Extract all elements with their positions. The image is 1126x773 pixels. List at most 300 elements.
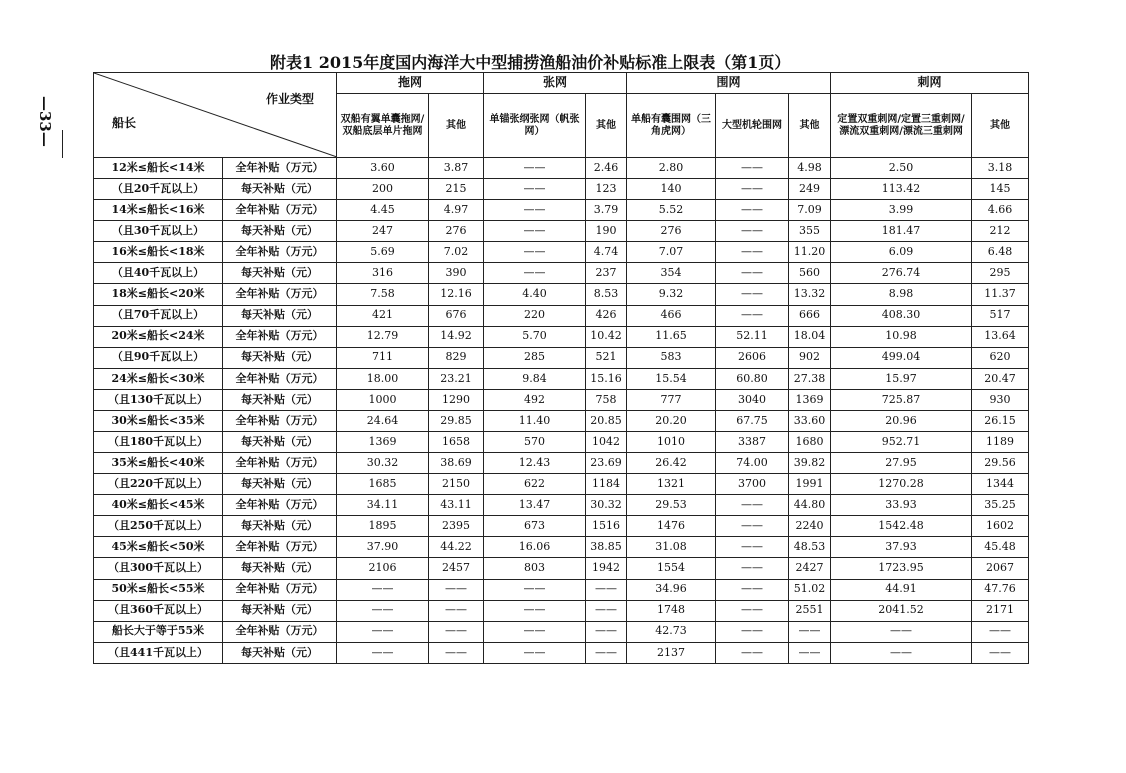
- annual-subsidy-cell: 24.64: [337, 410, 429, 431]
- daily-subsidy-cell: 181.47: [831, 221, 972, 242]
- table-row: [94, 410, 1029, 431]
- annual-subsidy-cell: 44.80: [789, 495, 831, 516]
- daily-subsidy-cell: 2106: [337, 558, 429, 579]
- daily-subsidy-cell: 355: [789, 221, 831, 242]
- subcol-header: 其他: [429, 94, 484, 158]
- annual-subsidy-label: 全年补贴（万元）: [223, 410, 337, 431]
- daily-subsidy-label: 每天补贴（元）: [223, 389, 337, 410]
- daily-subsidy-cell: ——: [337, 642, 429, 663]
- boat-length-range: 24米≤船长<30米: [94, 368, 223, 389]
- table-row: [94, 558, 1029, 579]
- annual-subsidy-cell: 44.91: [831, 579, 972, 600]
- annual-subsidy-cell: 2.80: [627, 158, 716, 179]
- annual-subsidy-cell: 15.16: [586, 368, 627, 389]
- daily-subsidy-cell: ——: [484, 263, 586, 284]
- annual-subsidy-cell: 52.11: [716, 326, 789, 347]
- daily-subsidy-label: 每天补贴（元）: [223, 347, 337, 368]
- subcol-header: 大型机轮围网: [716, 94, 789, 158]
- daily-subsidy-cell: 1723.95: [831, 558, 972, 579]
- daily-subsidy-cell: 1542.48: [831, 516, 972, 537]
- annual-subsidy-cell: 14.92: [429, 326, 484, 347]
- annual-subsidy-cell: ——: [484, 242, 586, 263]
- annual-subsidy-cell: 35.25: [972, 495, 1029, 516]
- annual-subsidy-cell: 15.97: [831, 368, 972, 389]
- daily-subsidy-cell: 295: [972, 263, 1029, 284]
- annual-subsidy-cell: 4.97: [429, 200, 484, 221]
- annual-subsidy-cell: 20.85: [586, 410, 627, 431]
- table-row: [94, 326, 1029, 347]
- daily-subsidy-label: 每天补贴（元）: [223, 305, 337, 326]
- boat-length-range: 12米≤船长<14米: [94, 158, 223, 179]
- annual-subsidy-cell: 26.42: [627, 453, 716, 474]
- daily-subsidy-cell: 1270.28: [831, 474, 972, 495]
- engine-power-range: （且20千瓦以上）: [94, 179, 223, 200]
- group-gillnet: 刺网: [831, 73, 1029, 94]
- page-title: 附表1 2015年度国内海洋大中型捕捞渔船油价补贴标准上限表（第1页）: [270, 53, 791, 72]
- annual-subsidy-cell: 34.96: [627, 579, 716, 600]
- daily-subsidy-cell: 2041.52: [831, 600, 972, 621]
- annual-subsidy-cell: ——: [484, 200, 586, 221]
- daily-subsidy-cell: ——: [831, 642, 972, 663]
- annual-subsidy-cell: 34.11: [337, 495, 429, 516]
- annual-subsidy-label: 全年补贴（万元）: [223, 368, 337, 389]
- table-row: [94, 621, 1029, 642]
- annual-subsidy-cell: 3.79: [586, 200, 627, 221]
- annual-subsidy-cell: 3.87: [429, 158, 484, 179]
- daily-subsidy-cell: 1010: [627, 432, 716, 453]
- daily-subsidy-cell: ——: [429, 600, 484, 621]
- daily-subsidy-cell: 952.71: [831, 432, 972, 453]
- annual-subsidy-cell: 3.99: [831, 200, 972, 221]
- annual-subsidy-cell: ——: [586, 579, 627, 600]
- annual-subsidy-label: 全年补贴（万元）: [223, 326, 337, 347]
- daily-subsidy-cell: 492: [484, 389, 586, 410]
- daily-subsidy-cell: 570: [484, 432, 586, 453]
- annual-subsidy-cell: 48.53: [789, 537, 831, 558]
- daily-subsidy-cell: ——: [972, 642, 1029, 663]
- annual-subsidy-cell: 4.98: [789, 158, 831, 179]
- daily-subsidy-cell: 521: [586, 347, 627, 368]
- daily-subsidy-cell: ——: [484, 179, 586, 200]
- annual-subsidy-cell: 3.60: [337, 158, 429, 179]
- daily-subsidy-cell: ——: [586, 600, 627, 621]
- annual-subsidy-cell: 12.43: [484, 453, 586, 474]
- daily-subsidy-label: 每天补贴（元）: [223, 221, 337, 242]
- daily-subsidy-cell: 145: [972, 179, 1029, 200]
- group-stow-net: 张网: [484, 73, 627, 94]
- daily-subsidy-cell: 215: [429, 179, 484, 200]
- annual-subsidy-cell: 7.58: [337, 284, 429, 305]
- annual-subsidy-cell: 18.00: [337, 368, 429, 389]
- annual-subsidy-cell: ——: [716, 158, 789, 179]
- daily-subsidy-label: 每天补贴（元）: [223, 432, 337, 453]
- boat-length-range: 35米≤船长<40米: [94, 453, 223, 474]
- daily-subsidy-cell: 676: [429, 305, 484, 326]
- annual-subsidy-cell: 27.95: [831, 453, 972, 474]
- annual-subsidy-cell: 29.85: [429, 410, 484, 431]
- table-row: [94, 516, 1029, 537]
- annual-subsidy-cell: 47.76: [972, 579, 1029, 600]
- table-row: [94, 158, 1029, 179]
- daily-subsidy-cell: 725.87: [831, 389, 972, 410]
- daily-subsidy-cell: ——: [716, 642, 789, 663]
- annual-subsidy-cell: ——: [716, 621, 789, 642]
- daily-subsidy-cell: 316: [337, 263, 429, 284]
- annual-subsidy-label: 全年补贴（万元）: [223, 242, 337, 263]
- daily-subsidy-cell: 1000: [337, 389, 429, 410]
- boat-length-range: 18米≤船长<20米: [94, 284, 223, 305]
- engine-power-range: （且90千瓦以上）: [94, 347, 223, 368]
- daily-subsidy-cell: ——: [484, 600, 586, 621]
- boat-length-range: 14米≤船长<16米: [94, 200, 223, 221]
- table-row: [94, 305, 1029, 326]
- annual-subsidy-cell: ——: [716, 537, 789, 558]
- annual-subsidy-cell: 7.09: [789, 200, 831, 221]
- daily-subsidy-cell: 140: [627, 179, 716, 200]
- daily-subsidy-cell: 426: [586, 305, 627, 326]
- subcol-header: 其他: [972, 94, 1029, 158]
- annual-subsidy-cell: 33.93: [831, 495, 972, 516]
- boat-length-range: 50米≤船长<55米: [94, 579, 223, 600]
- annual-subsidy-cell: ——: [429, 621, 484, 642]
- subcol-header: 定置双重刺网/定置三重刺网/漂流双重刺网/漂流三重刺网: [831, 94, 972, 158]
- daily-subsidy-cell: 1476: [627, 516, 716, 537]
- daily-subsidy-cell: 666: [789, 305, 831, 326]
- daily-subsidy-cell: 902: [789, 347, 831, 368]
- table-row: [94, 579, 1029, 600]
- table-row: [94, 263, 1029, 284]
- daily-subsidy-cell: 1189: [972, 432, 1029, 453]
- annual-subsidy-cell: 7.02: [429, 242, 484, 263]
- daily-subsidy-cell: 1942: [586, 558, 627, 579]
- annual-subsidy-cell: 51.02: [789, 579, 831, 600]
- table-row: [94, 242, 1029, 263]
- daily-subsidy-cell: 622: [484, 474, 586, 495]
- daily-subsidy-cell: 711: [337, 347, 429, 368]
- annual-subsidy-label: 全年补贴（万元）: [223, 495, 337, 516]
- annual-subsidy-cell: 60.80: [716, 368, 789, 389]
- daily-subsidy-cell: 2240: [789, 516, 831, 537]
- boat-length-range: 20米≤船长<24米: [94, 326, 223, 347]
- daily-subsidy-cell: 803: [484, 558, 586, 579]
- annual-subsidy-cell: 29.53: [627, 495, 716, 516]
- daily-subsidy-cell: 220: [484, 305, 586, 326]
- subcol-header: 单船有囊围网（三角虎网）: [627, 94, 716, 158]
- annual-subsidy-cell: 9.32: [627, 284, 716, 305]
- table-row: [94, 474, 1029, 495]
- daily-subsidy-cell: 2137: [627, 642, 716, 663]
- daily-subsidy-cell: ——: [716, 179, 789, 200]
- daily-subsidy-cell: 499.04: [831, 347, 972, 368]
- annual-subsidy-cell: 23.21: [429, 368, 484, 389]
- daily-subsidy-cell: 354: [627, 263, 716, 284]
- daily-subsidy-cell: 1042: [586, 432, 627, 453]
- daily-subsidy-cell: 408.30: [831, 305, 972, 326]
- annual-subsidy-cell: 13.47: [484, 495, 586, 516]
- annual-subsidy-cell: 10.42: [586, 326, 627, 347]
- table-row: [94, 537, 1029, 558]
- table-row: [94, 600, 1029, 621]
- header-corner-cell: [94, 73, 337, 158]
- daily-subsidy-cell: 1685: [337, 474, 429, 495]
- annual-subsidy-cell: 12.16: [429, 284, 484, 305]
- group-purse-seine: 围网: [627, 73, 831, 94]
- annual-subsidy-cell: 18.04: [789, 326, 831, 347]
- annual-subsidy-cell: 4.74: [586, 242, 627, 263]
- daily-subsidy-cell: 2457: [429, 558, 484, 579]
- annual-subsidy-label: 全年补贴（万元）: [223, 200, 337, 221]
- annual-subsidy-cell: 37.93: [831, 537, 972, 558]
- daily-subsidy-cell: 1369: [337, 432, 429, 453]
- annual-subsidy-label: 全年补贴（万元）: [223, 537, 337, 558]
- table-row: [94, 221, 1029, 242]
- annual-subsidy-cell: 2.46: [586, 158, 627, 179]
- annual-subsidy-cell: 4.45: [337, 200, 429, 221]
- subcol-header: 其他: [586, 94, 627, 158]
- annual-subsidy-cell: 12.79: [337, 326, 429, 347]
- subcol-header: 其他: [789, 94, 831, 158]
- daily-subsidy-cell: 829: [429, 347, 484, 368]
- daily-subsidy-cell: 3700: [716, 474, 789, 495]
- daily-subsidy-cell: 466: [627, 305, 716, 326]
- daily-subsidy-label: 每天补贴（元）: [223, 600, 337, 621]
- page-number: —33—: [36, 96, 54, 147]
- annual-subsidy-cell: 11.37: [972, 284, 1029, 305]
- daily-subsidy-cell: ——: [484, 642, 586, 663]
- annual-subsidy-cell: 27.38: [789, 368, 831, 389]
- annual-subsidy-cell: 29.56: [972, 453, 1029, 474]
- annual-subsidy-cell: 6.48: [972, 242, 1029, 263]
- annual-subsidy-cell: 45.48: [972, 537, 1029, 558]
- daily-subsidy-cell: ——: [716, 221, 789, 242]
- engine-power-range: （且300千瓦以上）: [94, 558, 223, 579]
- daily-subsidy-cell: 1344: [972, 474, 1029, 495]
- daily-subsidy-cell: 421: [337, 305, 429, 326]
- annual-subsidy-cell: 11.20: [789, 242, 831, 263]
- annual-subsidy-cell: 8.98: [831, 284, 972, 305]
- daily-subsidy-cell: 390: [429, 263, 484, 284]
- engine-power-range: （且30千瓦以上）: [94, 221, 223, 242]
- table-row: [94, 200, 1029, 221]
- subcol-header: 双船有翼单囊拖网/双船底层单片拖网: [337, 94, 429, 158]
- daily-subsidy-cell: ——: [716, 558, 789, 579]
- daily-subsidy-cell: 3387: [716, 432, 789, 453]
- daily-subsidy-cell: 1321: [627, 474, 716, 495]
- annual-subsidy-cell: 20.96: [831, 410, 972, 431]
- daily-subsidy-label: 每天补贴（元）: [223, 516, 337, 537]
- daily-subsidy-cell: 1554: [627, 558, 716, 579]
- daily-subsidy-cell: 285: [484, 347, 586, 368]
- annual-subsidy-cell: ——: [586, 621, 627, 642]
- table-row: [94, 347, 1029, 368]
- boat-length-range: 30米≤船长<35米: [94, 410, 223, 431]
- daily-subsidy-cell: 190: [586, 221, 627, 242]
- annual-subsidy-cell: 26.15: [972, 410, 1029, 431]
- annual-subsidy-cell: 43.11: [429, 495, 484, 516]
- annual-subsidy-cell: 5.70: [484, 326, 586, 347]
- daily-subsidy-cell: 1369: [789, 389, 831, 410]
- annual-subsidy-cell: ——: [831, 621, 972, 642]
- annual-subsidy-cell: 44.22: [429, 537, 484, 558]
- daily-subsidy-cell: 2067: [972, 558, 1029, 579]
- annual-subsidy-cell: ——: [716, 284, 789, 305]
- table-row: [94, 642, 1029, 663]
- annual-subsidy-cell: ——: [716, 200, 789, 221]
- annual-subsidy-cell: ——: [484, 621, 586, 642]
- daily-subsidy-cell: 2606: [716, 347, 789, 368]
- group-trawl: 拖网: [337, 73, 484, 94]
- daily-subsidy-cell: ——: [716, 263, 789, 284]
- daily-subsidy-cell: 1290: [429, 389, 484, 410]
- daily-subsidy-label: 每天补贴（元）: [223, 474, 337, 495]
- annual-subsidy-label: 全年补贴（万元）: [223, 284, 337, 305]
- page-number-rule: [62, 130, 63, 158]
- annual-subsidy-cell: ——: [972, 621, 1029, 642]
- boat-length-label: 船长: [112, 116, 137, 130]
- daily-subsidy-cell: 1658: [429, 432, 484, 453]
- boat-length-range: 45米≤船长<50米: [94, 537, 223, 558]
- engine-power-range: （且180千瓦以上）: [94, 432, 223, 453]
- daily-subsidy-cell: 1895: [337, 516, 429, 537]
- boat-length-range: 40米≤船长<45米: [94, 495, 223, 516]
- annual-subsidy-label: 全年补贴（万元）: [223, 579, 337, 600]
- daily-subsidy-cell: 1602: [972, 516, 1029, 537]
- work-type-label: 作业类型: [265, 92, 314, 106]
- annual-subsidy-cell: 38.85: [586, 537, 627, 558]
- daily-subsidy-cell: ——: [337, 600, 429, 621]
- annual-subsidy-cell: ——: [484, 579, 586, 600]
- table-row: [94, 432, 1029, 453]
- daily-subsidy-cell: ——: [586, 642, 627, 663]
- daily-subsidy-cell: 930: [972, 389, 1029, 410]
- corner-diagonal: [94, 73, 337, 157]
- daily-subsidy-cell: ——: [716, 305, 789, 326]
- annual-subsidy-cell: 2.50: [831, 158, 972, 179]
- annual-subsidy-label: 全年补贴（万元）: [223, 158, 337, 179]
- daily-subsidy-cell: ——: [716, 516, 789, 537]
- subcol-header: 单锚张纲张网（帆张网）: [484, 94, 586, 158]
- engine-power-range: （且130千瓦以上）: [94, 389, 223, 410]
- daily-subsidy-cell: 1184: [586, 474, 627, 495]
- engine-power-range: （且250千瓦以上）: [94, 516, 223, 537]
- annual-subsidy-cell: ——: [484, 158, 586, 179]
- annual-subsidy-label: 全年补贴（万元）: [223, 621, 337, 642]
- daily-subsidy-cell: 758: [586, 389, 627, 410]
- annual-subsidy-cell: 74.00: [716, 453, 789, 474]
- annual-subsidy-cell: 31.08: [627, 537, 716, 558]
- daily-subsidy-cell: 276: [627, 221, 716, 242]
- subsidy-table: [93, 72, 1029, 664]
- daily-subsidy-label: 每天补贴（元）: [223, 179, 337, 200]
- daily-subsidy-cell: 560: [789, 263, 831, 284]
- annual-subsidy-cell: ——: [789, 621, 831, 642]
- annual-subsidy-cell: 10.98: [831, 326, 972, 347]
- daily-subsidy-label: 每天补贴（元）: [223, 642, 337, 663]
- annual-subsidy-cell: 33.60: [789, 410, 831, 431]
- engine-power-range: （且70千瓦以上）: [94, 305, 223, 326]
- daily-subsidy-cell: 237: [586, 263, 627, 284]
- engine-power-range: （且360千瓦以上）: [94, 600, 223, 621]
- annual-subsidy-cell: ——: [716, 495, 789, 516]
- daily-subsidy-cell: ——: [484, 221, 586, 242]
- daily-subsidy-cell: 673: [484, 516, 586, 537]
- daily-subsidy-cell: 2551: [789, 600, 831, 621]
- daily-subsidy-cell: 1748: [627, 600, 716, 621]
- annual-subsidy-cell: 6.09: [831, 242, 972, 263]
- annual-subsidy-label: 全年补贴（万元）: [223, 453, 337, 474]
- daily-subsidy-cell: ——: [429, 642, 484, 663]
- daily-subsidy-label: 每天补贴（元）: [223, 558, 337, 579]
- annual-subsidy-cell: ——: [337, 579, 429, 600]
- annual-subsidy-cell: 8.53: [586, 284, 627, 305]
- annual-subsidy-cell: ——: [716, 242, 789, 263]
- table-row: [94, 368, 1029, 389]
- annual-subsidy-cell: 42.73: [627, 621, 716, 642]
- annual-subsidy-cell: 37.90: [337, 537, 429, 558]
- annual-subsidy-cell: ——: [429, 579, 484, 600]
- daily-subsidy-cell: 583: [627, 347, 716, 368]
- annual-subsidy-cell: 20.20: [627, 410, 716, 431]
- daily-subsidy-cell: 276.74: [831, 263, 972, 284]
- daily-subsidy-cell: 1516: [586, 516, 627, 537]
- daily-subsidy-cell: 247: [337, 221, 429, 242]
- daily-subsidy-label: 每天补贴（元）: [223, 263, 337, 284]
- daily-subsidy-cell: 123: [586, 179, 627, 200]
- annual-subsidy-cell: 13.32: [789, 284, 831, 305]
- engine-power-range: （且40千瓦以上）: [94, 263, 223, 284]
- annual-subsidy-cell: 3.18: [972, 158, 1029, 179]
- daily-subsidy-cell: 276: [429, 221, 484, 242]
- annual-subsidy-cell: ——: [716, 579, 789, 600]
- daily-subsidy-cell: 2395: [429, 516, 484, 537]
- annual-subsidy-cell: 16.06: [484, 537, 586, 558]
- daily-subsidy-cell: 3040: [716, 389, 789, 410]
- table-row: [94, 389, 1029, 410]
- annual-subsidy-cell: 30.32: [586, 495, 627, 516]
- annual-subsidy-cell: 13.64: [972, 326, 1029, 347]
- boat-length-range: 16米≤船长<18米: [94, 242, 223, 263]
- boat-length-range: 船长大于等于55米: [94, 621, 223, 642]
- daily-subsidy-cell: ——: [716, 600, 789, 621]
- daily-subsidy-cell: 1991: [789, 474, 831, 495]
- annual-subsidy-cell: 11.40: [484, 410, 586, 431]
- table-row: [94, 453, 1029, 474]
- table-body: [94, 158, 1029, 664]
- annual-subsidy-cell: 23.69: [586, 453, 627, 474]
- annual-subsidy-cell: 30.32: [337, 453, 429, 474]
- annual-subsidy-cell: 38.69: [429, 453, 484, 474]
- daily-subsidy-cell: 200: [337, 179, 429, 200]
- annual-subsidy-cell: 20.47: [972, 368, 1029, 389]
- annual-subsidy-cell: 5.52: [627, 200, 716, 221]
- daily-subsidy-cell: 2427: [789, 558, 831, 579]
- daily-subsidy-cell: 212: [972, 221, 1029, 242]
- annual-subsidy-cell: ——: [337, 621, 429, 642]
- daily-subsidy-cell: 1680: [789, 432, 831, 453]
- annual-subsidy-cell: 39.82: [789, 453, 831, 474]
- daily-subsidy-cell: 2150: [429, 474, 484, 495]
- engine-power-range: （且441千瓦以上）: [94, 642, 223, 663]
- table-row: [94, 284, 1029, 305]
- daily-subsidy-cell: 2171: [972, 600, 1029, 621]
- daily-subsidy-cell: 517: [972, 305, 1029, 326]
- annual-subsidy-cell: 5.69: [337, 242, 429, 263]
- annual-subsidy-cell: 11.65: [627, 326, 716, 347]
- daily-subsidy-cell: 777: [627, 389, 716, 410]
- annual-subsidy-cell: 15.54: [627, 368, 716, 389]
- daily-subsidy-cell: 113.42: [831, 179, 972, 200]
- engine-power-range: （且220千瓦以上）: [94, 474, 223, 495]
